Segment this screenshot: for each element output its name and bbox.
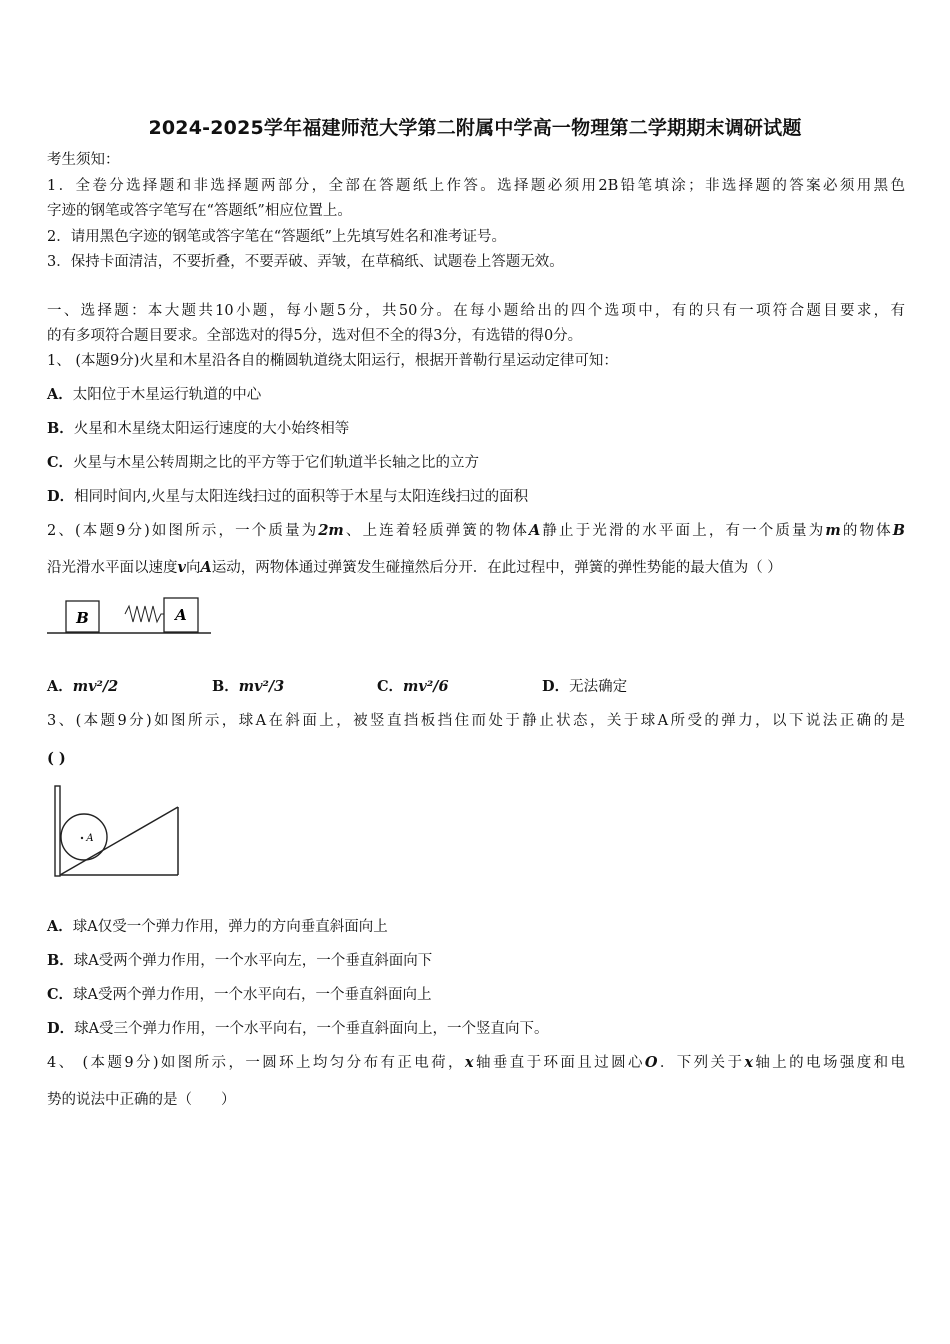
q2-stem-part: 沿光滑水平面以速度 [47,560,178,576]
q3-stem: 3、(本题9分)如图所示，球A在斜面上，被竖直挡板挡住而处于静止状态，关于球A所受的弹力，以下说法正确的是 [47,713,905,729]
q2-spring [125,606,165,622]
q2-stem-part: 向 [185,560,201,576]
q4-stem-part: 轴上的电场强度和电 [753,1055,906,1071]
q2-stem-part: 运动，两物体通过弹簧发生碰撞然后分开．在此过程中，弹簧的弹性势能的最大值为（ ） [211,560,782,576]
q2-option-c [377,677,449,697]
q1-option-c-label: C． [47,454,74,471]
q4-stem-part: 4、 (本题9分)如图所示，一圆环上均匀分布有正电荷， [47,1055,465,1071]
q4-stem-part: 轴垂直于环面且过圆心 [473,1055,645,1071]
q1-option-b-label: B． [47,420,74,437]
q3-option-c [47,985,432,1005]
q4-x-axis: x [744,1054,753,1071]
q3-option-d-label: D． [47,1020,75,1037]
q2-option-a-label: A． [47,678,73,695]
q3-option-b-text: 球A受两个弹力作用，一个水平向左，一个垂直斜面向下 [73,953,433,969]
q4-stem-line1 [47,1053,905,1073]
q1-option-c-text: 火星与木星公转周期之比的平方等于它们轨道半长轴之比的立方 [73,455,480,471]
q3-answer-paren: ( ) [47,750,66,767]
q1-option-c [47,453,479,473]
q2-option-a-text: mv²/2 [72,678,119,695]
q2-stem-line2 [47,558,782,578]
section1-intro-line2: 的有多项符合题目要求。全部选对的得5分，选对但不全的得3分，有选错的得0分。 [47,328,583,344]
q2-object-b: B [892,522,906,539]
q4-x-axis: x [464,1054,474,1071]
q2-option-d-text: 无法确定 [569,679,628,695]
q3-option-b-label: B． [47,952,74,969]
q2-option-c-label: C． [377,678,404,695]
notice-item-1-cont: 字迹的钢笔或答字笔写在“答题纸”相应位置上。 [47,203,352,219]
q2-option-d [542,677,627,697]
q3-option-a-text: 球A仅受一个弹力作用，弹力的方向垂直斜面向上 [72,919,388,935]
q2-stem-part: 静止于光滑的水平面上，有一个质量为 [540,523,826,539]
q2-option-b [212,677,284,697]
q4-stem-part: ．下列关于 [657,1055,745,1071]
q4-center-o: O [644,1054,658,1071]
section1-intro-line1: 一、选择题：本大题共10小题，每小题5分，共50分。在每小题给出的四个选项中，有的只有一项符合题目要求，有 [47,303,905,319]
q3-option-d [47,1019,549,1039]
q1-option-a-label: A． [47,386,73,403]
notice-heading: 考生须知： [47,152,120,168]
q1-option-a-text: 太阳位于木星运行轨道的中心 [72,387,262,403]
q1-option-d [47,487,528,507]
q3-ball-label: A [86,833,94,844]
q2-option-c-text: mv²/6 [403,678,449,695]
q3-option-c-text: 球A受两个弹力作用，一个水平向右，一个垂直斜面向上 [73,987,432,1003]
q2-mass-2m: 2m [318,522,344,539]
q3-vertical-board [55,786,60,876]
q3-option-d-text: 球A受三个弹力作用，一个水平向右，一个垂直斜面向上，一个竖直向下。 [74,1021,549,1037]
q2-option-b-text: mv²/3 [238,678,285,695]
q3-option-a-label: A． [47,918,73,935]
q2-object-a: A [200,559,212,576]
q1-option-b [47,419,349,439]
q3-ball-center [81,837,83,839]
q2-stem-part: 的物体 [840,523,893,539]
q3-option-b [47,951,432,971]
q2-block-b-label: B [76,609,89,627]
q4-stem-line2: 势的说法中正确的是（ ） [47,1092,236,1108]
q2-block-a-label: A [175,606,187,624]
q3-option-a [47,917,388,937]
q2-object-a: A [529,522,541,539]
q2-option-b-label: B． [212,678,239,695]
notice-item-2: 2．请用黑色字迹的钢笔或答字笔在“答题纸”上先填写姓名和准考证号。 [47,229,507,245]
q2-stem-part: 、上连着轻质弹簧的物体 [343,523,529,539]
q3-option-c-label: C． [47,986,74,1003]
q3-ball-a [61,814,107,860]
q1-option-d-text: 相同时间内,火星与太阳连线扫过的面积等于木星与太阳连线扫过的面积 [74,489,529,505]
q2-mass-m: m [825,522,841,539]
q2-velocity-v: v [177,559,186,576]
q3-ball-on-incline-figure [50,783,185,880]
q1-option-d-label: D． [47,488,75,505]
q2-option-d-label: D． [542,678,570,695]
q2-option-a [47,677,118,697]
q2-stem-part: 2、(本题9分)如图所示，一个质量为 [47,523,319,539]
q1-option-a [47,385,261,405]
q1-stem: 1、 (本题9分)火星和木星沿各自的椭圆轨道绕太阳运行，根据开普勒行星运动定律可知： [47,353,618,369]
q2-stem-line1 [47,521,905,541]
notice-item-1: 1．全卷分选择题和非选择题两部分，全部在答题纸上作答。选择题必须用2B铅笔填涂；非选择题的答案必须用黑色 [47,178,905,194]
q2-spring-collision-figure [45,592,215,642]
notice-item-3: 3．保持卡面清洁，不要折叠，不要弄破、弄皱，在草稿纸、试题卷上答题无效。 [47,254,564,270]
page-title: 2024-2025学年福建师范大学第二附属中学高一物理第二学期期末调研试题 [148,117,802,139]
q1-option-b-text: 火星和木星绕太阳运行速度的大小始终相等 [73,421,350,437]
q2-options-row [47,677,907,699]
q3-incline-surface [60,807,178,875]
